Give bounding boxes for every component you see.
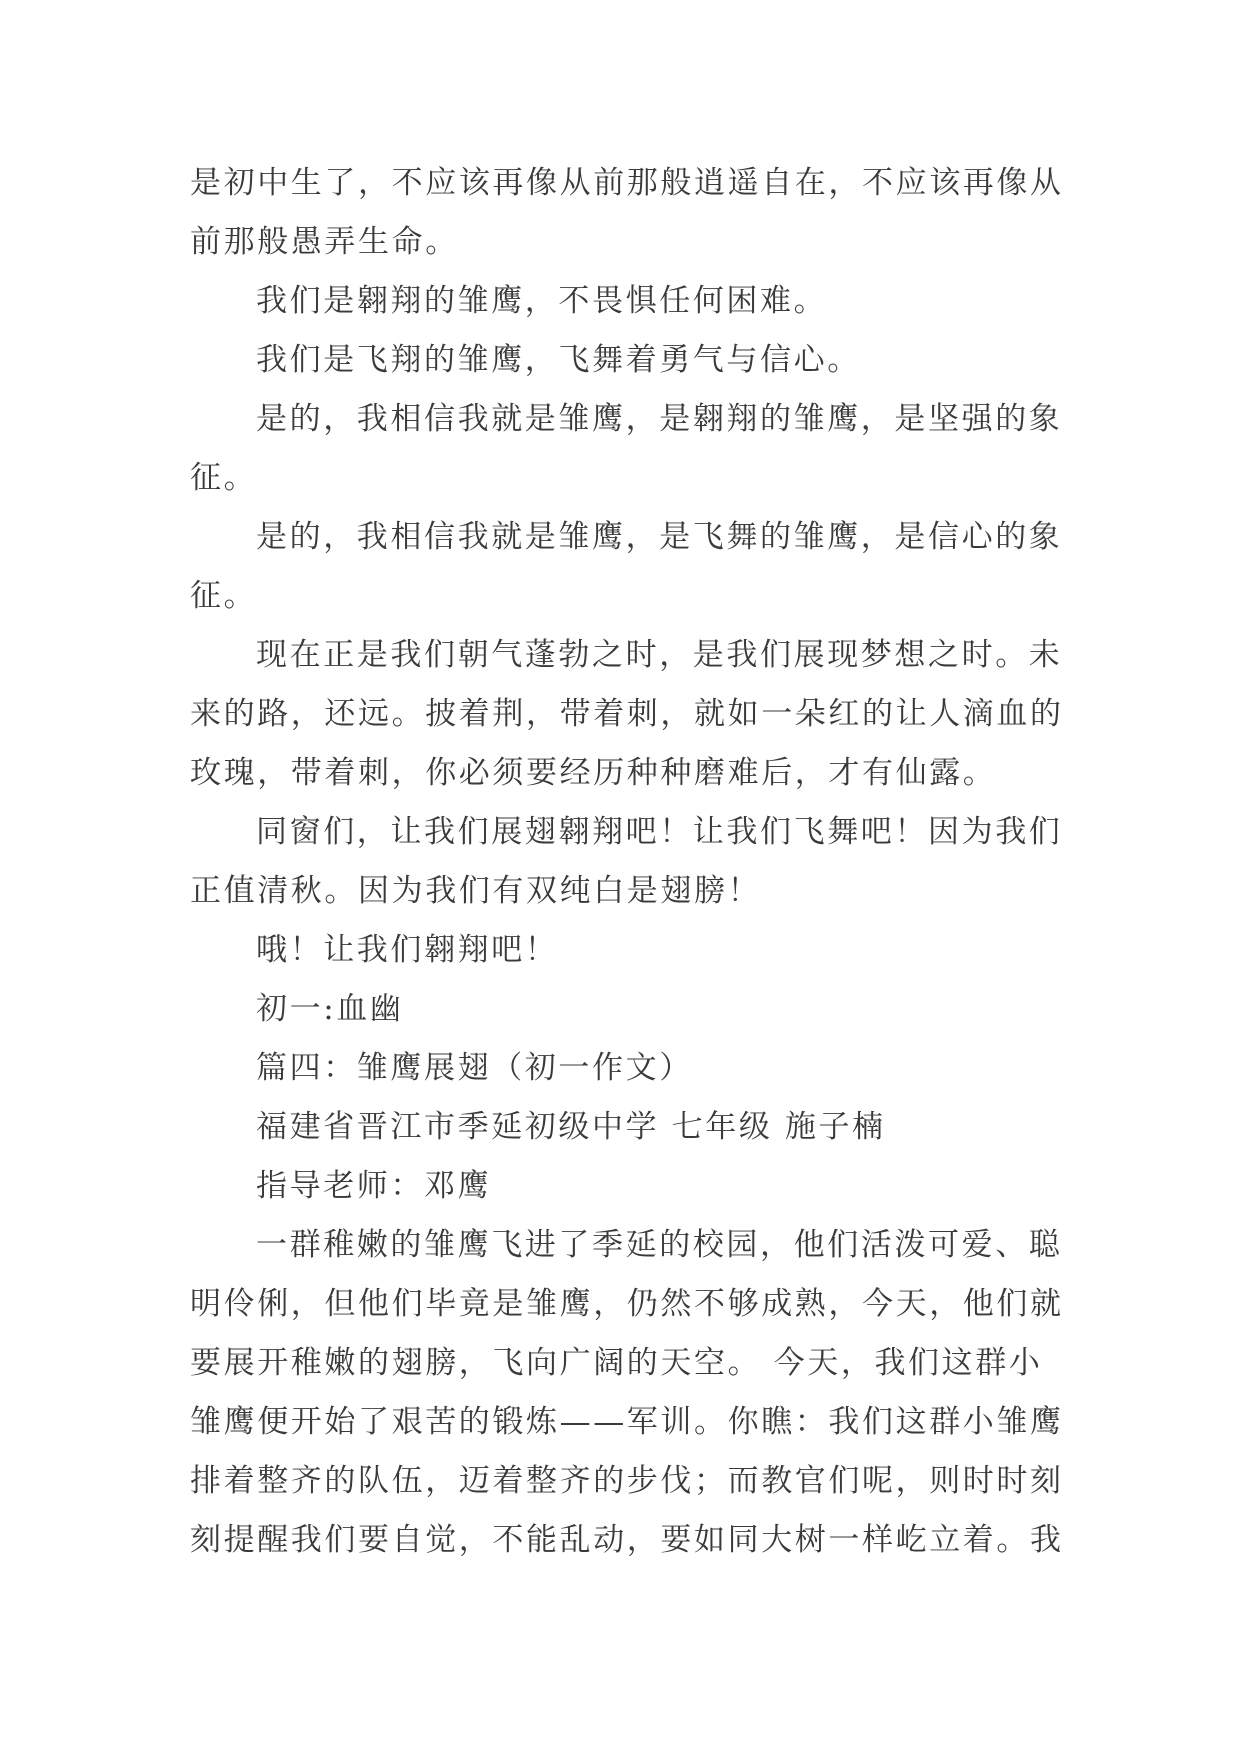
- paragraph-line: 一群稚嫩的雏鹰飞进了季延的校园，他们活泼可爱、聪: [256, 1227, 1063, 1263]
- text-line: 明伶俐，但他们毕竟是雏鹰，仍然不够成熟，今天，他们就: [190, 1286, 1064, 1322]
- document-page: [190, 154, 1064, 1570]
- text-line: 来的路，还远。披着荆，带着刺，就如一朵红的让人滴血的: [190, 696, 1064, 732]
- paragraph-line: 哦！让我们翱翔吧！: [256, 932, 559, 968]
- text-line: 玫瑰，带着刺，你必须要经历种种磨难后，才有仙露。: [190, 755, 997, 791]
- text-line: 排着整齐的队伍，迈着整齐的步伐；而教官们呢，则时时刻: [190, 1463, 1064, 1499]
- paragraph-line: 我们是翱翔的雏鹰，不畏惧任何困难。: [256, 283, 828, 319]
- essay-title: 篇四：雏鹰展翅（初一作文）: [256, 1050, 693, 1086]
- text-line: 雏鹰便开始了艰苦的锻炼——军训。你瞧：我们这群小雏鹰: [190, 1404, 1064, 1440]
- paragraph-line: 是的，我相信我就是雏鹰，是翱翔的雏鹰，是坚强的象: [256, 401, 1063, 437]
- text-line: 正值清秋。因为我们有双纯白是翅膀！: [190, 873, 762, 909]
- author-signature: 初一:血幽: [256, 991, 404, 1027]
- paragraph-line: 是的，我相信我就是雏鹰，是飞舞的雏鹰，是信心的象: [256, 519, 1063, 555]
- teacher-byline: 指导老师：邓鹰: [256, 1168, 492, 1204]
- text-line: 刻提醒我们要自觉，不能乱动，要如同大树一样屹立着。我: [190, 1522, 1064, 1558]
- paragraph-line: 我们是飞翔的雏鹰，飞舞着勇气与信心。: [256, 342, 861, 378]
- text-line: 前那般愚弄生命。: [190, 224, 459, 260]
- paragraph-line: 现在正是我们朝气蓬勃之时，是我们展现梦想之时。未: [256, 637, 1063, 673]
- paragraph-line: 同窗们，让我们展翅翱翔吧！让我们飞舞吧！因为我们: [256, 814, 1063, 850]
- text-line: 征。: [190, 578, 258, 614]
- author-byline: 福建省晋江市季延初级中学 七年级 施子楠: [256, 1109, 886, 1145]
- text-line: 是初中生了，不应该再像从前那般逍遥自在，不应该再像从: [190, 165, 1064, 201]
- text-line: 征。: [190, 460, 258, 496]
- text-line: 要展开稚嫩的翅膀，飞向广阔的天空。 今天，我们这群小: [190, 1345, 1043, 1381]
